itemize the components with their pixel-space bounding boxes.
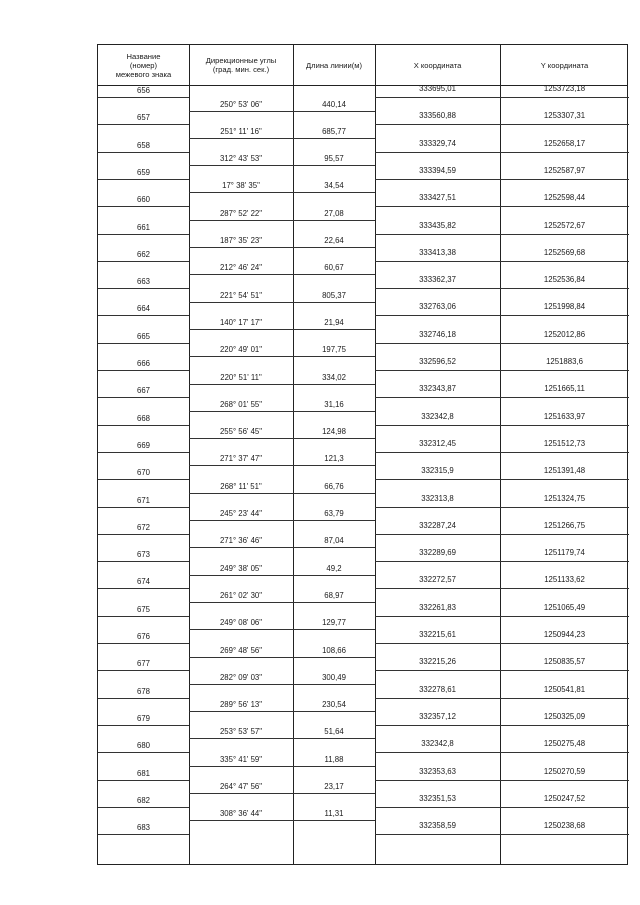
y-coordinate: 1251266,75 [543, 520, 586, 530]
point-name: 658 [136, 140, 150, 150]
row-separator [98, 343, 189, 344]
y-coordinate: 1252587,97 [543, 165, 586, 175]
direction-angle: 255° 56' 45" [219, 427, 263, 437]
row-separator [500, 370, 629, 371]
point-name: 675 [136, 604, 150, 614]
row-separator [500, 834, 629, 835]
row-separator [500, 752, 629, 753]
direction-angle: 271° 37' 47" [219, 454, 263, 464]
x-coordinate: 332342,8 [421, 739, 454, 749]
x-coordinate: 332287,24 [419, 520, 456, 530]
row-separator [98, 234, 189, 235]
point-name: 659 [136, 167, 150, 177]
point-name: 661 [136, 222, 150, 232]
row-separator [500, 425, 629, 426]
x-coordinate: 332353,63 [419, 766, 456, 776]
y-coordinate: 1251998,84 [543, 302, 586, 312]
line-length: 27,08 [324, 208, 344, 218]
row-separator [500, 288, 629, 289]
y-coordinate: 1251133,62 [544, 575, 585, 585]
row-separator [375, 124, 500, 125]
x-coordinate: 332357,12 [419, 711, 456, 721]
x-coordinate: 332278,61 [419, 684, 456, 694]
row-separator [189, 629, 375, 630]
row-separator [98, 643, 189, 644]
point-name: 665 [136, 331, 150, 341]
row-separator [189, 356, 375, 357]
point-name: 672 [136, 522, 150, 532]
y-coordinate: 1251391,48 [543, 466, 586, 476]
row-separator [500, 152, 629, 153]
point-name: 663 [136, 277, 150, 287]
y-coordinate: 1252658,17 [543, 138, 586, 148]
line-length: 121,3 [324, 454, 344, 464]
x-coordinate: 332358,59 [419, 821, 456, 831]
x-coordinate: 332343,87 [419, 384, 456, 394]
header-angles [189, 45, 293, 85]
y-coordinate: 1251512,73 [543, 438, 586, 448]
line-length: 11,31 [324, 809, 344, 819]
row-separator [500, 670, 629, 671]
point-name: 679 [136, 713, 150, 723]
row-separator [98, 561, 189, 562]
row-separator [375, 834, 500, 835]
y-coordinate: 1250541,81 [543, 684, 586, 694]
direction-angle: 289° 56' 13" [219, 700, 263, 710]
direction-angle: 261° 02' 30" [219, 590, 263, 600]
y-coordinate: 1253307,31 [543, 111, 586, 121]
x-coordinate: 332351,53 [419, 793, 456, 803]
row-separator [500, 479, 629, 480]
row-separator [500, 261, 629, 262]
row-separator [189, 329, 375, 330]
row-separator [500, 780, 629, 781]
direction-angle: 17° 38' 35" [222, 181, 260, 191]
x-coordinate: 332746,18 [419, 329, 456, 339]
y-coordinate: 1252569,68 [543, 247, 586, 257]
point-name: 669 [136, 440, 150, 450]
row-separator [500, 561, 629, 562]
row-separator [500, 234, 629, 235]
row-separator [98, 752, 189, 753]
point-name: 681 [136, 768, 150, 778]
row-separator [189, 657, 375, 658]
y-coordinate: 1253723,18 [543, 84, 586, 93]
line-length: 66,76 [324, 481, 344, 491]
row-separator [189, 520, 375, 521]
header-x-text: Х координата [413, 60, 462, 70]
row-separator [98, 807, 189, 808]
row-separator [189, 493, 375, 494]
row-separator [500, 179, 629, 180]
row-separator [189, 411, 375, 412]
x-coordinate: 332289,69 [419, 548, 456, 558]
y-coordinate: 1251179,74 [544, 548, 585, 558]
direction-angle: 253° 53' 57" [219, 727, 263, 737]
x-coordinate: 333560,88 [419, 111, 456, 121]
row-separator [500, 124, 629, 125]
direction-angle: 268° 11' 51" [220, 481, 262, 491]
row-separator [375, 288, 500, 289]
direction-angle: 269° 48' 56" [219, 645, 263, 655]
header-length-text: Длина линии(м) [306, 60, 362, 70]
line-length: 63,79 [324, 509, 344, 518]
row-separator [189, 820, 375, 821]
y-coordinate: 1251633,97 [543, 411, 586, 421]
row-separator [98, 452, 189, 453]
line-length: 197,75 [322, 345, 346, 355]
header-y-text: Y координата [540, 60, 589, 70]
row-separator [375, 343, 500, 344]
row-separator [375, 234, 500, 235]
direction-angle: 312° 43' 53" [219, 154, 263, 164]
line-length: 230,54 [322, 700, 346, 710]
y-coordinate: 1250325,09 [543, 711, 586, 721]
point-name: 682 [136, 795, 150, 805]
point-name: 670 [136, 468, 150, 478]
row-separator [189, 138, 375, 139]
direction-angle: 140° 17' 17" [219, 317, 263, 327]
line-length: 23,17 [324, 782, 344, 791]
header-name [98, 45, 189, 85]
row-separator [500, 643, 629, 644]
row-separator [189, 575, 375, 576]
direction-angle: 287° 52' 22" [219, 208, 263, 218]
row-separator [189, 465, 375, 466]
row-separator [98, 534, 189, 535]
row-separator [189, 192, 375, 193]
row-separator [375, 561, 500, 562]
line-length: 68,97 [324, 590, 344, 600]
row-separator [375, 780, 500, 781]
row-separator [189, 793, 375, 794]
row-separator [189, 684, 375, 685]
y-coordinate: 1250275,48 [543, 739, 586, 749]
row-separator [98, 206, 189, 207]
x-coordinate: 333329,74 [419, 138, 456, 148]
row-separator [500, 97, 629, 98]
x-coordinate: 332342,8 [421, 411, 454, 421]
y-coordinate: 1250944,23 [543, 630, 586, 639]
line-length: 805,37 [322, 290, 346, 300]
row-separator [98, 261, 189, 262]
direction-angle: 335° 41' 59" [219, 754, 263, 764]
row-separator [375, 588, 500, 589]
coordinates-table [97, 44, 628, 865]
row-separator [375, 616, 500, 617]
x-coordinate: 332261,83 [419, 602, 456, 612]
y-coordinate: 1250835,57 [543, 657, 586, 667]
y-coordinate: 1251883,6 [546, 357, 583, 366]
direction-angle: 282° 09' 03" [219, 672, 263, 682]
row-separator [375, 261, 500, 262]
row-separator [98, 152, 189, 153]
row-separator [375, 179, 500, 180]
row-separator [375, 425, 500, 426]
row-separator [189, 738, 375, 739]
y-coordinate: 1250270,59 [543, 766, 586, 776]
x-coordinate: 333435,82 [419, 220, 456, 230]
y-coordinate: 1252598,44 [543, 193, 586, 203]
row-separator [500, 616, 629, 617]
y-coordinate: 1251065,49 [543, 602, 586, 612]
row-separator [189, 766, 375, 767]
row-separator [375, 725, 500, 726]
row-separator [98, 725, 189, 726]
y-coordinate: 1250238,68 [543, 821, 586, 831]
point-name: 660 [136, 195, 150, 205]
x-coordinate: 332313,8 [421, 493, 454, 503]
row-separator [500, 206, 629, 207]
row-separator [98, 97, 189, 98]
point-name: 667 [136, 386, 150, 396]
header-length [293, 45, 375, 85]
row-separator [98, 834, 189, 835]
row-separator [500, 588, 629, 589]
line-length: 129,77 [322, 618, 346, 628]
line-length: 300,49 [322, 672, 346, 682]
point-name: 673 [136, 550, 150, 560]
point-name: 680 [136, 741, 150, 751]
x-coordinate: 333695,01 [419, 84, 456, 93]
row-separator [98, 507, 189, 508]
row-separator [98, 124, 189, 125]
row-separator [189, 384, 375, 385]
row-separator [98, 315, 189, 316]
row-separator [98, 397, 189, 398]
line-length: 108,66 [322, 645, 346, 655]
line-length: 34,54 [324, 181, 344, 191]
row-separator [189, 111, 375, 112]
row-separator [500, 315, 629, 316]
x-coordinate: 333413,38 [419, 247, 456, 257]
header-name-text: Название (номер) межевого знака [115, 51, 172, 79]
point-name: 674 [136, 577, 150, 587]
row-separator [375, 670, 500, 671]
row-separator [98, 616, 189, 617]
row-separator [500, 725, 629, 726]
direction-angle: 250° 53' 06" [219, 99, 263, 109]
row-separator [375, 534, 500, 535]
row-separator [375, 397, 500, 398]
row-separator [500, 343, 629, 344]
row-separator [375, 698, 500, 699]
point-name: 666 [136, 359, 150, 368]
row-separator [500, 534, 629, 535]
y-coordinate: 1252536,84 [543, 275, 586, 285]
row-separator [375, 807, 500, 808]
y-coordinate: 1251665,11 [544, 384, 585, 394]
direction-angle: 264° 47' 56" [219, 782, 263, 791]
row-separator [98, 370, 189, 371]
row-separator [189, 247, 375, 248]
row-separator [375, 97, 500, 98]
point-name: 657 [136, 113, 150, 123]
point-name: 656 [136, 86, 150, 95]
row-separator [98, 670, 189, 671]
point-name: 677 [136, 659, 150, 669]
line-length: 21,94 [324, 317, 344, 327]
direction-angle: 220° 49' 01" [219, 345, 263, 355]
row-separator [189, 602, 375, 603]
point-name: 676 [136, 632, 150, 641]
row-separator [98, 479, 189, 480]
row-separator [500, 507, 629, 508]
row-separator [189, 711, 375, 712]
row-separator [375, 643, 500, 644]
x-coordinate: 332315,9 [421, 466, 454, 476]
y-coordinate: 1252572,67 [543, 220, 586, 230]
direction-angle: 245° 23' 44" [219, 509, 263, 518]
point-name: 664 [136, 304, 150, 314]
row-separator [98, 588, 189, 589]
direction-angle: 249° 08' 06" [219, 618, 263, 628]
point-name: 683 [136, 823, 150, 833]
point-name: 671 [136, 495, 150, 505]
x-coordinate: 332763,06 [419, 302, 456, 312]
line-length: 22,64 [324, 236, 344, 245]
row-separator [98, 179, 189, 180]
header-angles-text: Дирекционные углы (град. мин. сек.) [205, 56, 277, 74]
point-name: 662 [136, 249, 150, 259]
row-separator [500, 397, 629, 398]
row-separator [98, 288, 189, 289]
direction-angle: 268° 01' 55" [219, 399, 263, 409]
row-separator [375, 752, 500, 753]
line-length: 440,14 [322, 99, 346, 109]
row-separator [500, 452, 629, 453]
line-length: 31,16 [324, 399, 344, 409]
y-coordinate: 1252012,86 [543, 329, 586, 339]
point-name: 678 [136, 686, 150, 696]
x-coordinate: 332215,26 [419, 657, 456, 667]
row-separator [98, 780, 189, 781]
line-length: 60,67 [324, 263, 344, 273]
direction-angle: 220° 51' 11" [220, 372, 262, 382]
header-x [375, 45, 500, 85]
row-separator [375, 315, 500, 316]
row-separator [189, 438, 375, 439]
line-length: 87,04 [324, 536, 344, 546]
line-length: 124,98 [322, 427, 346, 437]
row-separator [375, 206, 500, 207]
x-coordinate: 332312,45 [419, 438, 456, 448]
row-separator [375, 479, 500, 480]
x-coordinate: 332215,61 [419, 630, 456, 639]
row-separator [189, 274, 375, 275]
direction-angle: 249° 38' 05" [219, 563, 263, 573]
x-coordinate: 333427,51 [419, 193, 456, 203]
row-separator [500, 698, 629, 699]
y-coordinate: 1251324,75 [543, 493, 586, 503]
row-separator [375, 452, 500, 453]
line-length: 334,02 [322, 372, 346, 382]
direction-angle: 308° 36' 44" [219, 809, 263, 819]
header-y [500, 45, 629, 85]
direction-angle: 221° 54' 51" [219, 290, 263, 300]
row-separator [189, 547, 375, 548]
point-name: 668 [136, 413, 150, 423]
row-separator [98, 698, 189, 699]
line-length: 685,77 [322, 126, 346, 136]
row-separator [500, 807, 629, 808]
line-length: 95,57 [324, 154, 344, 164]
row-separator [189, 220, 375, 221]
row-separator [189, 165, 375, 166]
row-separator [189, 302, 375, 303]
line-length: 49,2 [326, 563, 342, 573]
row-separator [98, 425, 189, 426]
direction-angle: 271° 36' 46" [219, 536, 263, 546]
line-length: 11,88 [324, 754, 344, 764]
row-separator [375, 507, 500, 508]
direction-angle: 251° 11' 16" [220, 126, 262, 136]
row-separator [375, 370, 500, 371]
x-coordinate: 333362,37 [419, 275, 456, 285]
x-coordinate: 332272,57 [419, 575, 456, 585]
x-coordinate: 333394,59 [419, 165, 456, 175]
y-coordinate: 1250247,52 [543, 793, 586, 803]
direction-angle: 187° 35' 23" [219, 236, 263, 245]
row-separator [375, 152, 500, 153]
direction-angle: 212° 46' 24" [219, 263, 263, 273]
line-length: 51,64 [324, 727, 344, 737]
x-coordinate: 332596,52 [419, 357, 456, 366]
